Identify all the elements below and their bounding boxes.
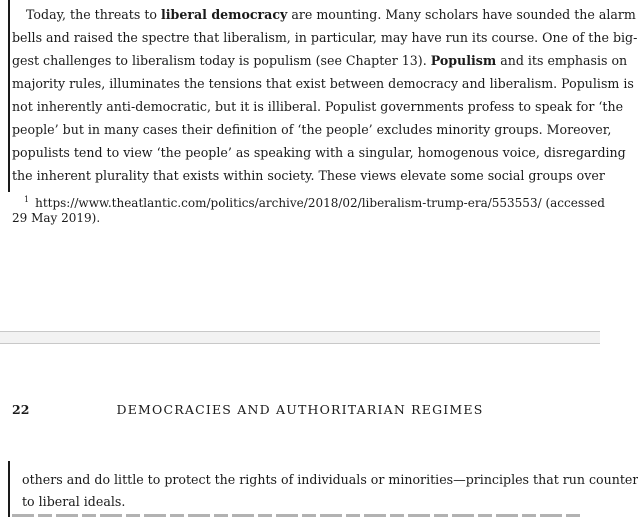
- body-line-5: not inherently anti-democratic, but it is illiberal. Populist governments profess to speak for ‘the: [12, 99, 624, 114]
- footnote: [12, 189, 605, 210]
- margin-rule: [8, 0, 10, 192]
- body-line-4: majority rules, illuminates the tensions that exist between democracy and liberalism. Populism is: [12, 76, 634, 91]
- body-line-6: people’ but in many cases their definition of ‘the people’ excludes minority groups. Moreover,: [12, 122, 612, 137]
- footnote-continued: 29 May 2019).: [12, 211, 101, 225]
- footnote-accessed: (accessed: [545, 196, 605, 210]
- body-line-1: Today, the threats to liberal democracy are mounting. Many scholars have sounded the alarm: [26, 7, 636, 22]
- running-head-title: DEMOCRACIES AND AUTHORITARIAN REGIMES: [116, 402, 484, 417]
- running-header: [0, 402, 600, 418]
- footnote-marker: 1: [24, 195, 30, 204]
- body-line-lower-1: others and do little to protect the rights of individuals or minorities—principles that run counter: [22, 472, 638, 487]
- footnote-url[interactable]: https://www.theatlantic.com/politics/archive/2018/02/liberalism-trump-era/553553/: [35, 196, 542, 210]
- body-line-7: populists tend to view ‘the people’ as speaking with a singular, homogenous voice, disregarding: [12, 145, 626, 160]
- margin-rule-lower: [8, 461, 10, 517]
- body-line-8: the inherent plurality that exists within society. These views elevate some social groups over: [12, 168, 605, 183]
- cut-off-text-line: [12, 509, 582, 517]
- term-liberal-democracy: liberal democracy: [160, 7, 288, 22]
- page-number: 22: [12, 402, 30, 417]
- body-line-3: gest challenges to liberalism today is populism (see Chapter 13). Populism and its emphasis on: [12, 53, 628, 68]
- term-populism: Populism: [430, 53, 497, 68]
- page-separator: [0, 331, 600, 344]
- body-line-2: bells and raised the spectre that liberalism, in particular, may have run its course. One of the big-: [12, 30, 638, 45]
- body-line-lower-2: to liberal ideals.: [22, 494, 126, 509]
